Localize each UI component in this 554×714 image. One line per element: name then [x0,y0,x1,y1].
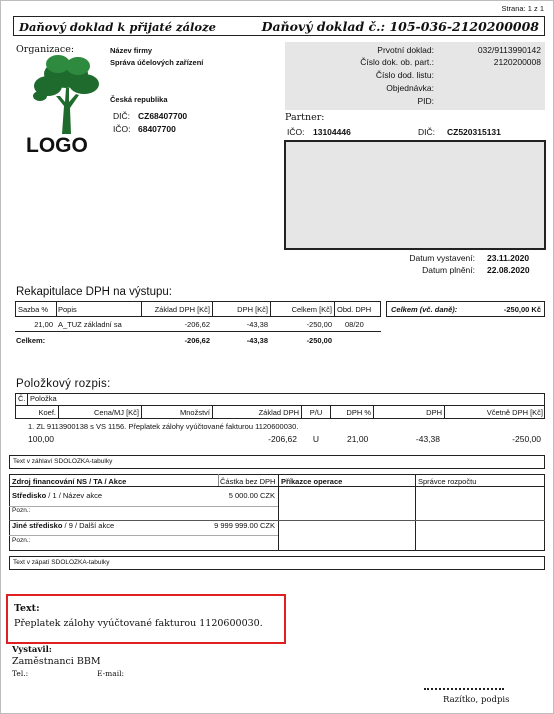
vat-col-total: Celkem [Kč] [291,305,332,314]
grand-total-label: Celkem (vč. daně): [391,305,458,314]
issuer-email-label: E-mail: [97,669,125,678]
funding-col-orderer: Příkazce operace [281,477,343,486]
vat-recap-title: Rekapitulace DPH na výstupu: [16,286,172,298]
document-number: Daňový doklad č.: 105-036-2120200008 [261,19,539,34]
doc-info-value-1: 032/9113990142 [477,45,541,55]
section-header-text: Text v záhlaví SDOLOZKA-tabulky [13,458,113,465]
partner-ico-label: IČO: [287,127,305,137]
document-title: Daňový doklad k přijaté záloze [19,20,216,34]
document-header [13,16,545,36]
vat-col-period: Obd. DPH [337,305,372,314]
date-issued: 23.11.2020 [487,253,530,263]
partner-dic-label: DIČ: [418,127,435,137]
doc-info-label-5: PID: [417,96,434,106]
vat-row-rate: 21,00 [34,320,53,329]
section-header-box [9,455,545,469]
partner-ico: 13104446 [313,127,351,137]
items-col-price: Cena/MJ [Kč] [93,408,139,417]
item-vat: -43,38 [415,434,440,444]
vat-col-rate: Sazba % [18,305,49,314]
doc-info-label-2: Číslo dok. ob. part.: [360,57,434,67]
vat-row-vat: -43,38 [246,320,268,329]
text-highlight-box [6,594,286,644]
vat-row-base: -206,62 [184,320,210,329]
item-description: 1. ZL 9113900138 s VS 1156. Přeplatek zálohy vyúčtované fakturou 1120600030. [28,422,299,431]
vat-total-base: -206,62 [184,336,210,345]
funding-col-source: Zdroj financování NS / TA / Akce [12,477,127,486]
items-header-row-1 [15,393,545,405]
items-col-rate: DPH % [346,408,371,417]
logo-text: LOGO [26,134,88,157]
grand-total-box [386,301,545,317]
vat-row-desc: A_TUZ základní sa [58,320,122,329]
funding-row2-amount: 9 999 999.00 CZK [214,521,275,530]
signature-line [424,688,504,690]
organization-name: Název firmy [110,46,153,55]
item-pu: U [312,434,320,444]
doc-info-value-2: 2120200008 [493,57,541,67]
items-title: Položkový rozpis: [16,378,111,390]
items-col-vat: DPH [426,408,442,417]
organization-ico: 68407700 [138,124,176,134]
item-total: -250,00 [512,434,541,444]
items-col-no: Č. [18,394,26,403]
section-footer-text: Text v zápatí SDOLOZKA-tabulky [13,559,110,566]
issuer-label: Vystavil: [12,645,52,655]
page-number: Strana: 1 z 1 [501,4,544,13]
issuer-tel-label: Tel.: [12,669,29,678]
text-value: Přeplatek zálohy vyúčtované fakturou 1120600030. [14,618,263,629]
doc-info-label-1: Prvotní doklad: [377,45,434,55]
organization-dic: CZ68407700 [138,111,188,121]
vat-row-total: -250,00 [306,320,332,329]
items-col-base: Základ DPH [258,408,299,417]
issuer-name: Zaměstnanci BBM [12,656,101,667]
company-logo [26,52,106,132]
organization-label: Organizace: [16,44,75,55]
vat-total-label: Celkem: [16,336,46,345]
funding-row1-label: Středisko / 1 / Název akce [12,491,103,500]
organization-dic-label: DIČ: [113,111,130,121]
vat-col-desc: Popis [58,305,77,314]
items-col-koef: Koef. [38,408,56,417]
partner-label: Partner: [285,112,325,123]
doc-info-label-4: Objednávka: [386,83,434,93]
vat-total-total: -250,00 [306,336,332,345]
section-footer-box [9,556,545,570]
vat-row-period: 08/20 [345,320,364,329]
organization-country: Česká republika [110,95,168,104]
vat-total-vat: -43,38 [246,336,268,345]
funding-col-amount: Částka bez DPH [220,477,276,486]
item-rate: 21,00 [347,434,369,444]
organization-name-2: Správa účelových zařízení [110,58,204,67]
doc-info-label-3: Číslo dod. listu: [375,70,434,80]
items-col-pu: P/U [309,408,323,417]
date-issued-label: Datum vystavení: [409,253,475,263]
partner-address-box [284,140,546,250]
vat-col-vat: DPH [Kč] [237,305,268,314]
date-fulfilled-label: Datum plnění: [422,265,475,275]
organization-ico-label: IČO: [113,124,131,134]
grand-total-value: -250,00 Kč [503,305,541,314]
item-koef: 100,00 [28,434,54,444]
text-label: Text: [14,603,40,614]
funding-row1-note: Pozn.: [12,507,31,514]
stamp-label: Razítko, podpis [443,695,510,705]
tree-icon [26,52,106,134]
date-fulfilled: 22.08.2020 [487,265,530,275]
items-col-qty: Množství [179,408,210,417]
funding-col-manager: Správce rozpočtu [418,477,477,486]
items-col-total: Včetně DPH [Kč] [486,408,543,417]
funding-row2-label: Jiné středisko / 9 / Další akce [12,521,115,530]
funding-row2-note: Pozn.: [12,537,31,544]
items-col-item: Položka [30,394,57,403]
vat-col-base: Základ DPH [Kč] [154,305,210,314]
item-base: -206,62 [268,434,297,444]
partner-dic: CZ520315131 [447,127,501,137]
funding-row1-amount: 5 000.00 CZK [228,491,275,500]
